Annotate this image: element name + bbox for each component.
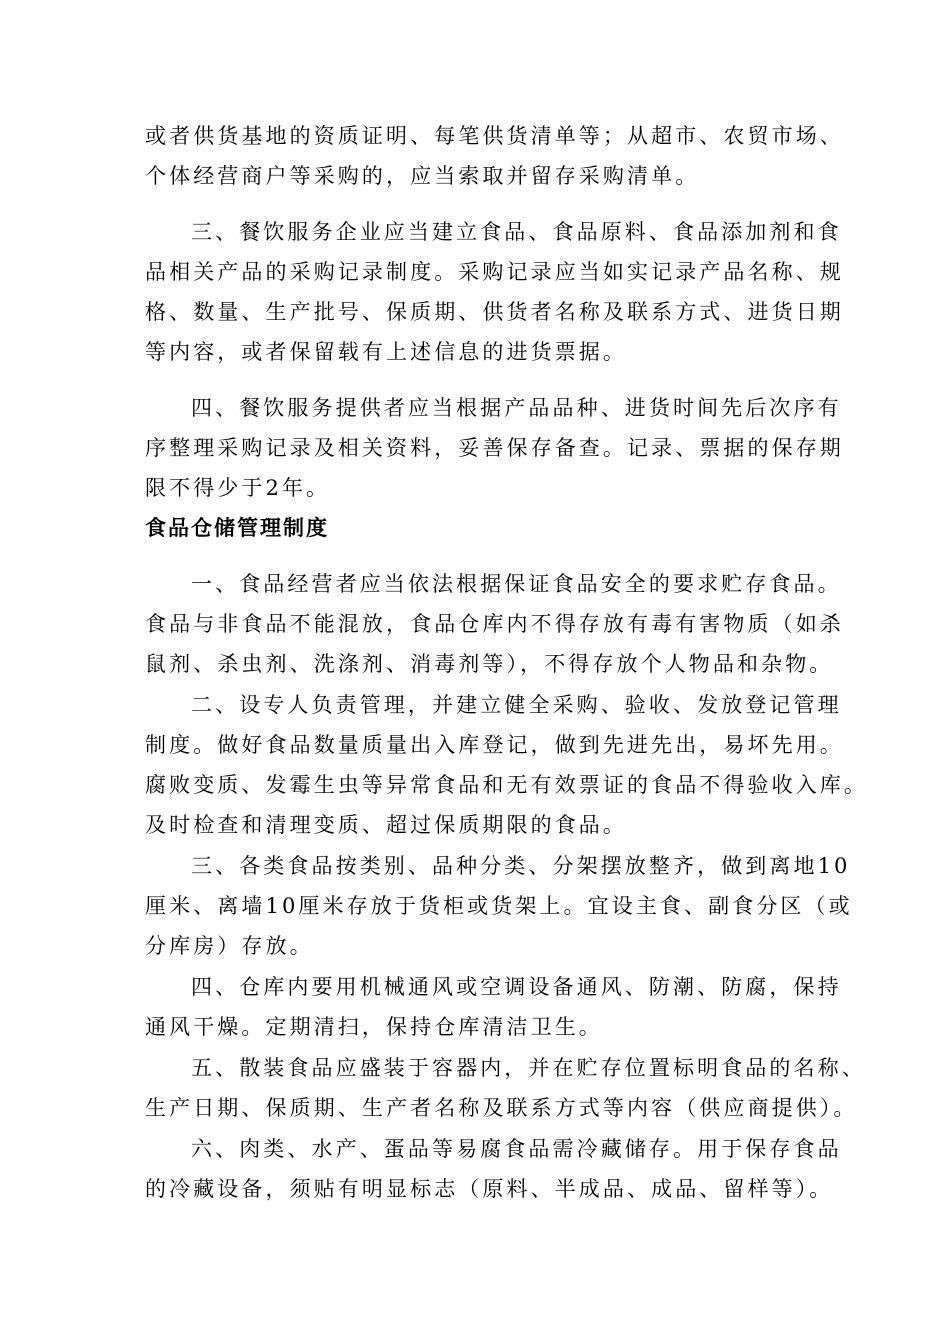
text-line: 品相关产品的采购记录制度。采购记录应当如实记录产品名称、规 xyxy=(145,260,844,284)
document-page xyxy=(145,116,868,1209)
section-heading: 食品仓储管理制度 xyxy=(145,515,329,540)
text-line: 及时检查和清理变质、超过保质期限的食品。 xyxy=(145,813,627,837)
text-line: 分库房）存放。 xyxy=(145,934,314,958)
text-line: 制度。做好食品数量质量出入库登记，做到先进先出，易坏先用。 xyxy=(145,733,844,757)
paragraph-4-start: 四、餐饮服务提供者应当根据产品品种、进货时间先后次序有 xyxy=(191,396,842,420)
text-line: 生产日期、保质期、生产者名称及联系方式等内容（供应商提供）。 xyxy=(145,1096,858,1120)
text-line: 或者供货基地的资质证明、每笔供货清单等；从超市、农贸市场、 xyxy=(145,124,844,148)
text-line: 等内容，或者保留载有上述信息的进货票据。 xyxy=(145,340,627,364)
text-line: 限不得少于2年。 xyxy=(145,476,331,500)
storage-item-1-start: 一、食品经营者应当依法根据保证食品安全的要求贮存食品。 xyxy=(191,572,842,596)
storage-item-4-start: 四、仓库内要用机械通风或空调设备通风、防潮、防腐，保持 xyxy=(191,975,842,999)
text-line: 鼠剂、杀虫剂、洗涤剂、消毒剂等），不得存放个人物品和杂物。 xyxy=(145,652,834,676)
storage-item-6-start: 六、肉类、水产、蛋品等易腐食品需冷藏储存。用于保存食品 xyxy=(191,1137,842,1161)
storage-item-3-start: 三、各类食品按类别、品种分类、分架摆放整齐，做到离地10 xyxy=(191,854,851,878)
storage-item-5-start: 五、散装食品应盛装于容器内，并在贮存位置标明食品的名称、 xyxy=(191,1056,866,1080)
text-line: 个体经营商户等采购的，应当索取并留存采购清单。 xyxy=(145,164,700,188)
text-line: 通风干燥。定期清扫，保持仓库清洁卫生。 xyxy=(145,1015,603,1039)
text-line: 格、数量、生产批号、保质期、供货者名称及联系方式、进货日期 xyxy=(145,300,844,324)
text-line: 食品与非食品不能混放，食品仓库内不得存放有毒有害物质（如杀 xyxy=(145,612,844,636)
text-line: 厘米、离墙10厘米存放于货柜或货架上。宜设主食、副食分区（或 xyxy=(145,894,853,918)
text-line: 的冷藏设备，须贴有明显标志（原料、半成品、成品、留样等）。 xyxy=(145,1177,834,1201)
storage-item-2-start: 二、设专人负责管理，并建立健全采购、验收、发放登记管理 xyxy=(191,693,842,717)
text-line: 腐败变质、发霉生虫等异常食品和无有效票证的食品不得验收入库。 xyxy=(145,773,868,797)
text-line: 序整理采购记录及相关资料，妥善保存备查。记录、票据的保存期 xyxy=(145,436,844,460)
paragraph-3-start: 三、餐饮服务企业应当建立食品、食品原料、食品添加剂和食 xyxy=(191,220,842,244)
